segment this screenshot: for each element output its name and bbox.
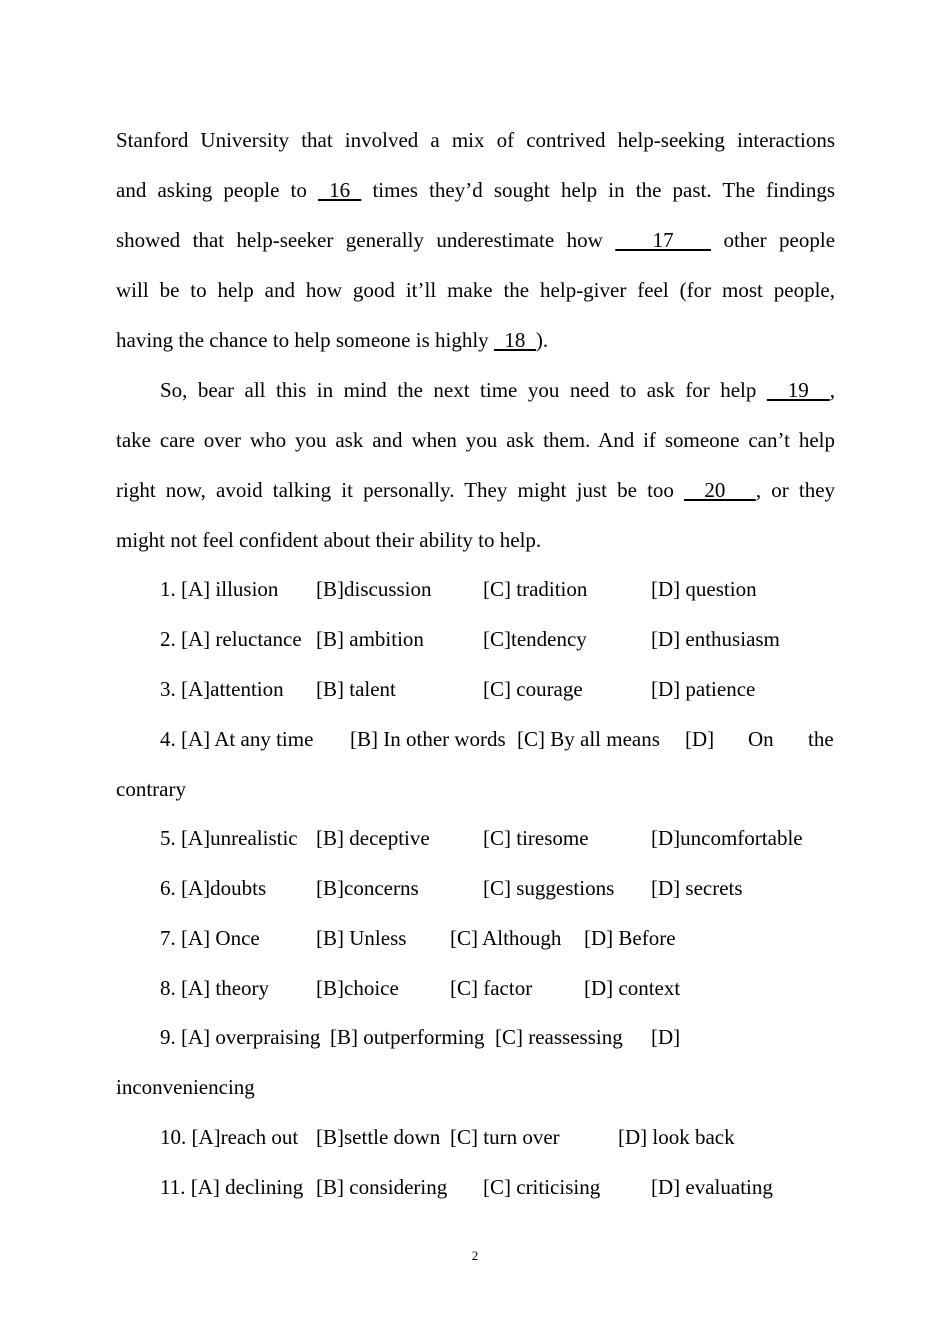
option-d-text: inconveniencing bbox=[116, 1075, 255, 1099]
text-segment: , bbox=[829, 378, 836, 402]
option-a: 7. [A] Once bbox=[160, 926, 260, 950]
option-b: [B] talent bbox=[316, 677, 396, 701]
page-number: 2 bbox=[471, 1248, 479, 1263]
blank-20: 20 bbox=[684, 478, 756, 502]
option-c: [C] suggestions bbox=[483, 876, 615, 900]
option-a: 10. [A]reach out bbox=[160, 1125, 299, 1149]
passage-line: might not feel confident about their ability to help. bbox=[116, 528, 542, 552]
option-c: [C] courage bbox=[483, 677, 583, 701]
option-a: 8. [A] theory bbox=[160, 976, 270, 1000]
option-d-text: the bbox=[808, 727, 834, 751]
option-b: [B] In other words bbox=[350, 727, 506, 751]
option-d: [D] bbox=[685, 727, 715, 751]
text-segment: , or they bbox=[755, 478, 836, 502]
option-c: [C] tradition bbox=[483, 577, 588, 601]
blank-19: 19 bbox=[766, 378, 830, 402]
option-d: [D] enthusiasm bbox=[651, 627, 780, 651]
option-d: [D] patience bbox=[651, 677, 756, 701]
option-a: 4. [A] At any time bbox=[160, 727, 314, 751]
option-b: [B] outperforming bbox=[330, 1025, 485, 1049]
option-d: [D] context bbox=[584, 976, 681, 1000]
option-d: [D] look back bbox=[618, 1125, 735, 1149]
passage-line bbox=[116, 178, 835, 202]
option-a: 5. [A]unrealistic bbox=[160, 826, 298, 850]
option-d-text: contrary bbox=[116, 777, 186, 801]
text-segment: showed that help-seeker generally underestimate how bbox=[116, 228, 603, 252]
option-c: [C] tiresome bbox=[483, 826, 589, 850]
text-segment: times they’d sought help in the past. The findings bbox=[372, 178, 836, 202]
option-b: [B] deceptive bbox=[316, 826, 430, 850]
option-a: 3. [A]attention bbox=[160, 677, 284, 701]
option-b: [B] considering bbox=[316, 1175, 448, 1199]
blank-18: 18 bbox=[493, 328, 536, 352]
text-segment: So, bear all this in mind the next time you need to ask for help bbox=[160, 378, 757, 402]
option-a: 2. [A] reluctance bbox=[160, 627, 302, 651]
text-segment: and asking people to bbox=[116, 178, 307, 202]
blank-16: 16 bbox=[318, 178, 362, 202]
option-d-text: On bbox=[748, 727, 774, 751]
passage-line: will be to help and how good it’ll make the help-giver feel (for most people, bbox=[116, 278, 835, 302]
text-segment: having the chance to help someone is highly bbox=[116, 328, 489, 352]
option-b: [B]discussion bbox=[316, 577, 432, 601]
option-d: [D] Before bbox=[584, 926, 676, 950]
passage-line: Stanford University that involved a mix of contrived help-seeking interactions bbox=[116, 128, 835, 152]
blank-17: 17 bbox=[615, 228, 711, 252]
option-b: [B] ambition bbox=[316, 627, 424, 651]
passage-line: take care over who you ask and when you ask them. And if someone can’t help bbox=[116, 428, 835, 452]
passage-line bbox=[116, 228, 835, 252]
text-segment: right now, avoid talking it personally. They might just be too bbox=[116, 478, 674, 502]
option-c: [C] turn over bbox=[450, 1125, 560, 1149]
option-a: 9. [A] overpraising bbox=[160, 1025, 321, 1049]
option-c: [C] reassessing bbox=[495, 1025, 623, 1049]
option-b: [B]settle down bbox=[316, 1125, 441, 1149]
option-b: [B] Unless bbox=[316, 926, 407, 950]
option-c: [C]tendency bbox=[483, 627, 587, 651]
passage-line bbox=[160, 378, 835, 402]
passage-line bbox=[116, 478, 835, 502]
option-a: 6. [A]doubts bbox=[160, 876, 267, 900]
option-c: [C] Although bbox=[450, 926, 562, 950]
text-segment: ). bbox=[535, 328, 549, 352]
option-d: [D] bbox=[651, 1025, 681, 1049]
option-d: [D] question bbox=[651, 577, 757, 601]
option-c: [C] By all means bbox=[517, 727, 660, 751]
option-c: [C] factor bbox=[450, 976, 533, 1000]
option-b: [B]concerns bbox=[316, 876, 419, 900]
option-a: 1. [A] illusion bbox=[160, 577, 279, 601]
text-segment: other people bbox=[723, 228, 836, 252]
option-b: [B]choice bbox=[316, 976, 399, 1000]
option-d: [D] secrets bbox=[651, 876, 743, 900]
option-d: [D]uncomfortable bbox=[651, 826, 803, 850]
option-a: 11. [A] declining bbox=[160, 1175, 304, 1199]
passage-line bbox=[116, 328, 835, 352]
option-c: [C] criticising bbox=[483, 1175, 601, 1199]
option-d: [D] evaluating bbox=[651, 1175, 773, 1199]
